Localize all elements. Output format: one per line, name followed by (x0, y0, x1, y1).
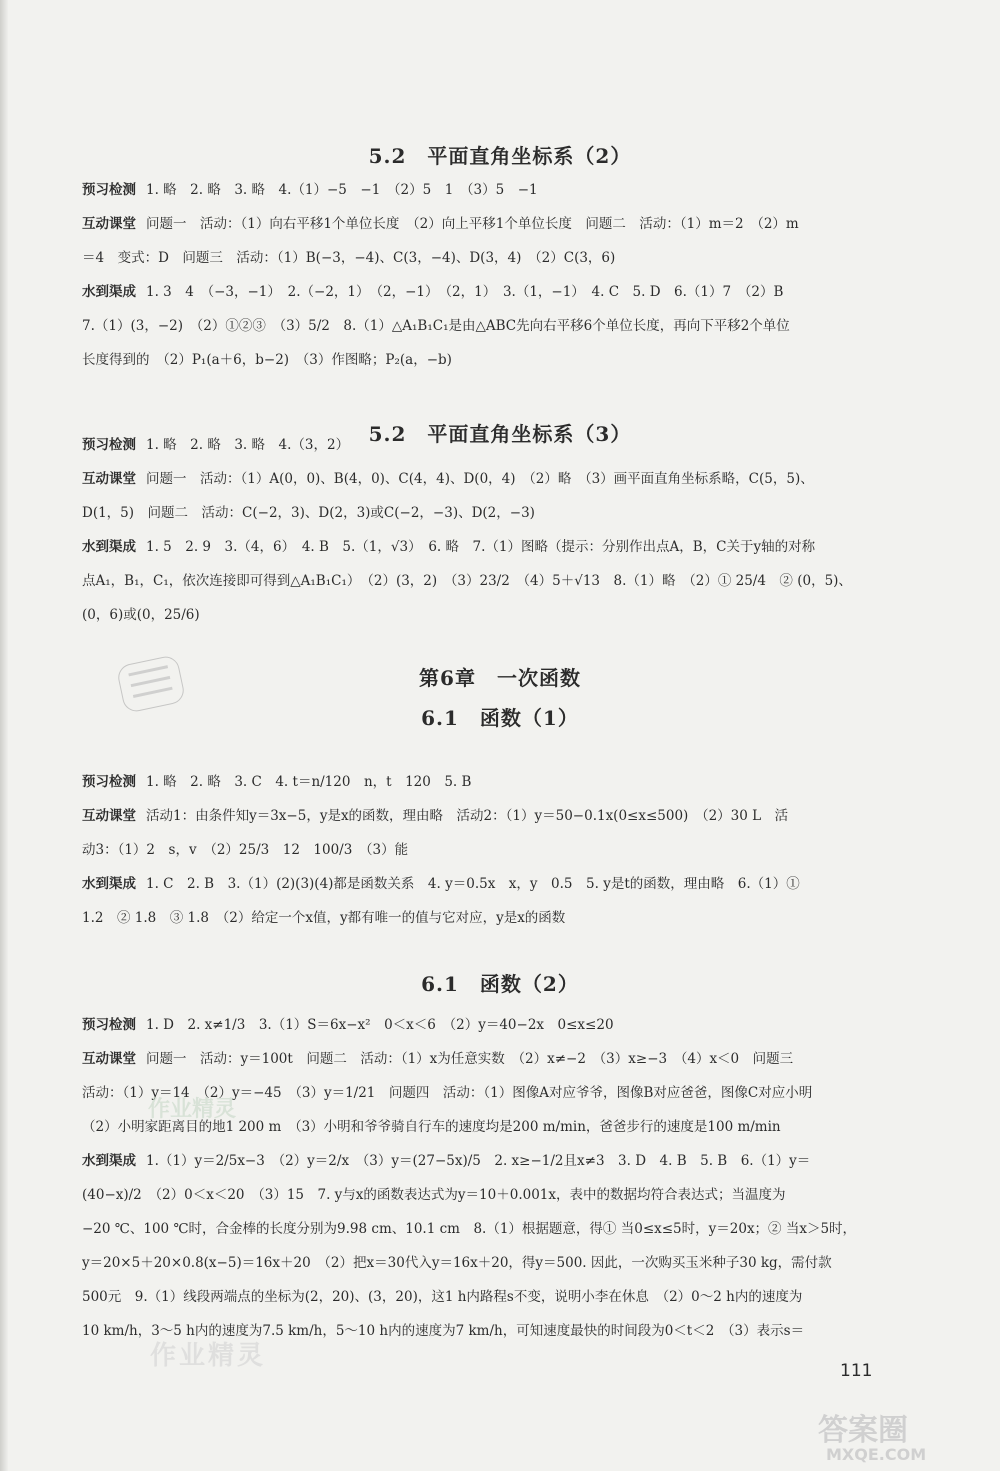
answer-line: 1.2 ② 1.8 ③ 1.8 （2）给定一个x值，y都有唯一的值与它对应，y是x的函数 (82, 910, 566, 926)
answer-line: 10 km/h，3～5 h内的速度为7.5 km/h，5～10 h内的速度为7 km/h，可知速度最快的时间段为0＜t＜2 （3）表示s＝ (82, 1323, 805, 1339)
section-title-5-2-part2: 5.2 平面直角坐标系（2） (368, 144, 632, 168)
answer-line: ＝4 变式：D 问题三 活动：（1）B(−3，−4)、C(3，−4)、D(3，4) （2）C(3，6) (82, 250, 616, 266)
answer-line: 点A₁，B₁，C₁，依次连接即可得到△A₁B₁C₁） （2）(3，2) （3）23/2 （4）5＋√13 8.（1）略 （2）① 25/4 ② (0，5)、 (82, 573, 852, 589)
answer-line: 水到渠成 1. 3 4 （−3，−1） 2.（−2，1） （2，−1） （2，1） 3.（1，−1） 4. C 5. D 6.（1）7 （2）B (82, 284, 784, 300)
block-label: 预习检测 (82, 774, 136, 790)
answer-line: 预习检测 1. D 2. x≠1/3 3.（1）S＝6x−x² 0＜x＜6 （2）y＝40−2x 0≤x≤20 (82, 1017, 614, 1033)
block-label: 预习检测 (82, 1017, 136, 1033)
answer-line: 互动课堂 问题一 活动：（1）A(0，0)、B(4，0)、C(4，4)、D(0，4) （2）略 （3）画平面直角坐标系略，C(5，5)、 (82, 471, 814, 487)
answer-line: 互动课堂 问题一 活动：（1）向右平移1个单位长度 （2）向上平移1个单位长度 问题二 活动：（1）m＝2 （2）m (82, 216, 799, 232)
section-title-6-1-part2: 6.1 函数（2） (421, 972, 579, 996)
page-number: 111 (840, 1361, 873, 1381)
section-6-1-part2-body (82, 1008, 872, 1348)
watermark-corner-sub: MXQE.COM (826, 1445, 927, 1464)
watermark-corner-logo (818, 1405, 998, 1465)
block-label: 互动课堂 (82, 471, 136, 487)
block-label: 水到渠成 (82, 1153, 136, 1169)
book-spine-shadow (0, 0, 8, 1471)
section-5-2-part2-body (82, 173, 872, 377)
answer-line: −20 ℃、100 ℃时，合金棒的长度分别为9.98 cm、10.1 cm 8.（1）根据题意，得① 当0≤x≤5时，y＝20x；② 当x＞5时， (82, 1221, 857, 1237)
answer-line: (40−x)/2 （2）0＜x＜20 （3）15 7. y与x的函数表达式为y＝10＋0.001x，表中的数据均符合表达式；当温度为 (82, 1187, 786, 1203)
answer-line: D(1，5) 问题二 活动：C(−2，3)、D(2，3)或C(−2，−3)、D(2，−3) (82, 505, 535, 521)
answer-line: 水到渠成 1. 5 2. 9 3.（4，6） 4. B 5.（1，√3） 6. 略 7.（1）图略（提示：分别作出点A，B，C关于y轴的对称 (82, 539, 816, 555)
block-label: 预习检测 (82, 182, 136, 198)
answer-line: 预习检测 1. 略 2. 略 3. C 4. t＝n/120 n，t 120 5. B (82, 774, 472, 790)
block-label: 预习检测 (82, 437, 136, 453)
answer-line: (0，6)或(0，25/6) (82, 607, 200, 623)
block-label: 水到渠成 (82, 284, 136, 300)
answer-line: 预习检测 1. 略 2. 略 3. 略 4.（3，2） (82, 437, 350, 453)
answer-line: 7.（1）(3，−2) （2）①②③ （3）5/2 8.（1）△A₁B₁C₁是由△ABC先向右平移6个单位长度，再向下平移2个单位 (82, 318, 790, 334)
watermark-mid: 作业精灵 (148, 1096, 237, 1122)
block-label: 水到渠成 (82, 539, 136, 555)
answer-line: 活动：（1）y＝14 （2）y＝−45 （3）y＝1/21 问题四 活动：（1）图像A对应爷爷，图像B对应爸爸，图像C对应小明 (82, 1085, 813, 1101)
answer-line: 长度得到的 （2）P₁(a＋6，b−2) （3）作图略；P₂(a，−b) (82, 352, 452, 368)
answer-line: 预习检测 1. 略 2. 略 3. 略 4.（1）−5 −1 （2）5 1 （3）5 −1 (82, 182, 538, 198)
answer-line: y＝20×5＋20×0.8(x−5)＝16x＋20 （2）把x＝30代入y＝16x＋20，得y＝500. 因此，一次购买玉米种子30 kg，需付款 (82, 1255, 832, 1271)
chapter-title: 第6章 一次函数 (419, 666, 581, 690)
answer-line: （2）小明家距离目的地1 200 m （3）小明和爷爷骑自行车的速度均是200 m/min，爸爸步行的速度是100 m/min (82, 1119, 781, 1135)
watermark-corner-main: 答案圈 (818, 1413, 908, 1448)
section-6-1-part1-body (82, 765, 872, 935)
section-title-5-2-part3: 5.2 平面直角坐标系（3） (368, 422, 632, 446)
answer-line: 水到渠成 1.（1）y＝2/5x−3 （2）y＝2/x （3）y＝(27−5x)/5 2. x≥−1/2且x≠3 3. D 4. B 5. B 6.（1）y＝ (82, 1153, 811, 1169)
answer-line: 动3：（1）2 s，v （2）25/3 12 100/3 （3）能 (82, 842, 409, 858)
section-title-6-1-part1: 6.1 函数（1） (421, 706, 579, 730)
block-label: 水到渠成 (82, 876, 136, 892)
block-label: 互动课堂 (82, 216, 136, 232)
block-label: 互动课堂 (82, 1051, 136, 1067)
answer-line: 水到渠成 1. C 2. B 3.（1）(2)(3)(4)都是函数关系 4. y＝0.5x x，y 0.5 5. y是t的函数，理由略 6.（1）① (82, 876, 800, 892)
answer-line: 500元 9.（1）线段两端点的坐标为(2，20)、(3，20)，这1 h内路程s不变，说明小李在休息 （2）0～2 h内的速度为 (82, 1289, 803, 1305)
answer-line: 互动课堂 问题一 活动：y＝100t 问题二 活动：（1）x为任意实数 （2）x≠−2 （3）x≥−3 （4）x＜0 问题三 (82, 1051, 794, 1067)
answer-line: 互动课堂 活动1：由条件知y＝3x−5，y是x的函数，理由略 活动2：（1）y＝50−0.1x(0≤x≤500) （2）30 L 活 (82, 808, 789, 824)
block-label: 互动课堂 (82, 808, 136, 824)
section-5-2-part3-body (82, 428, 872, 632)
watermark-bottom: 作业精灵 (150, 1341, 267, 1371)
